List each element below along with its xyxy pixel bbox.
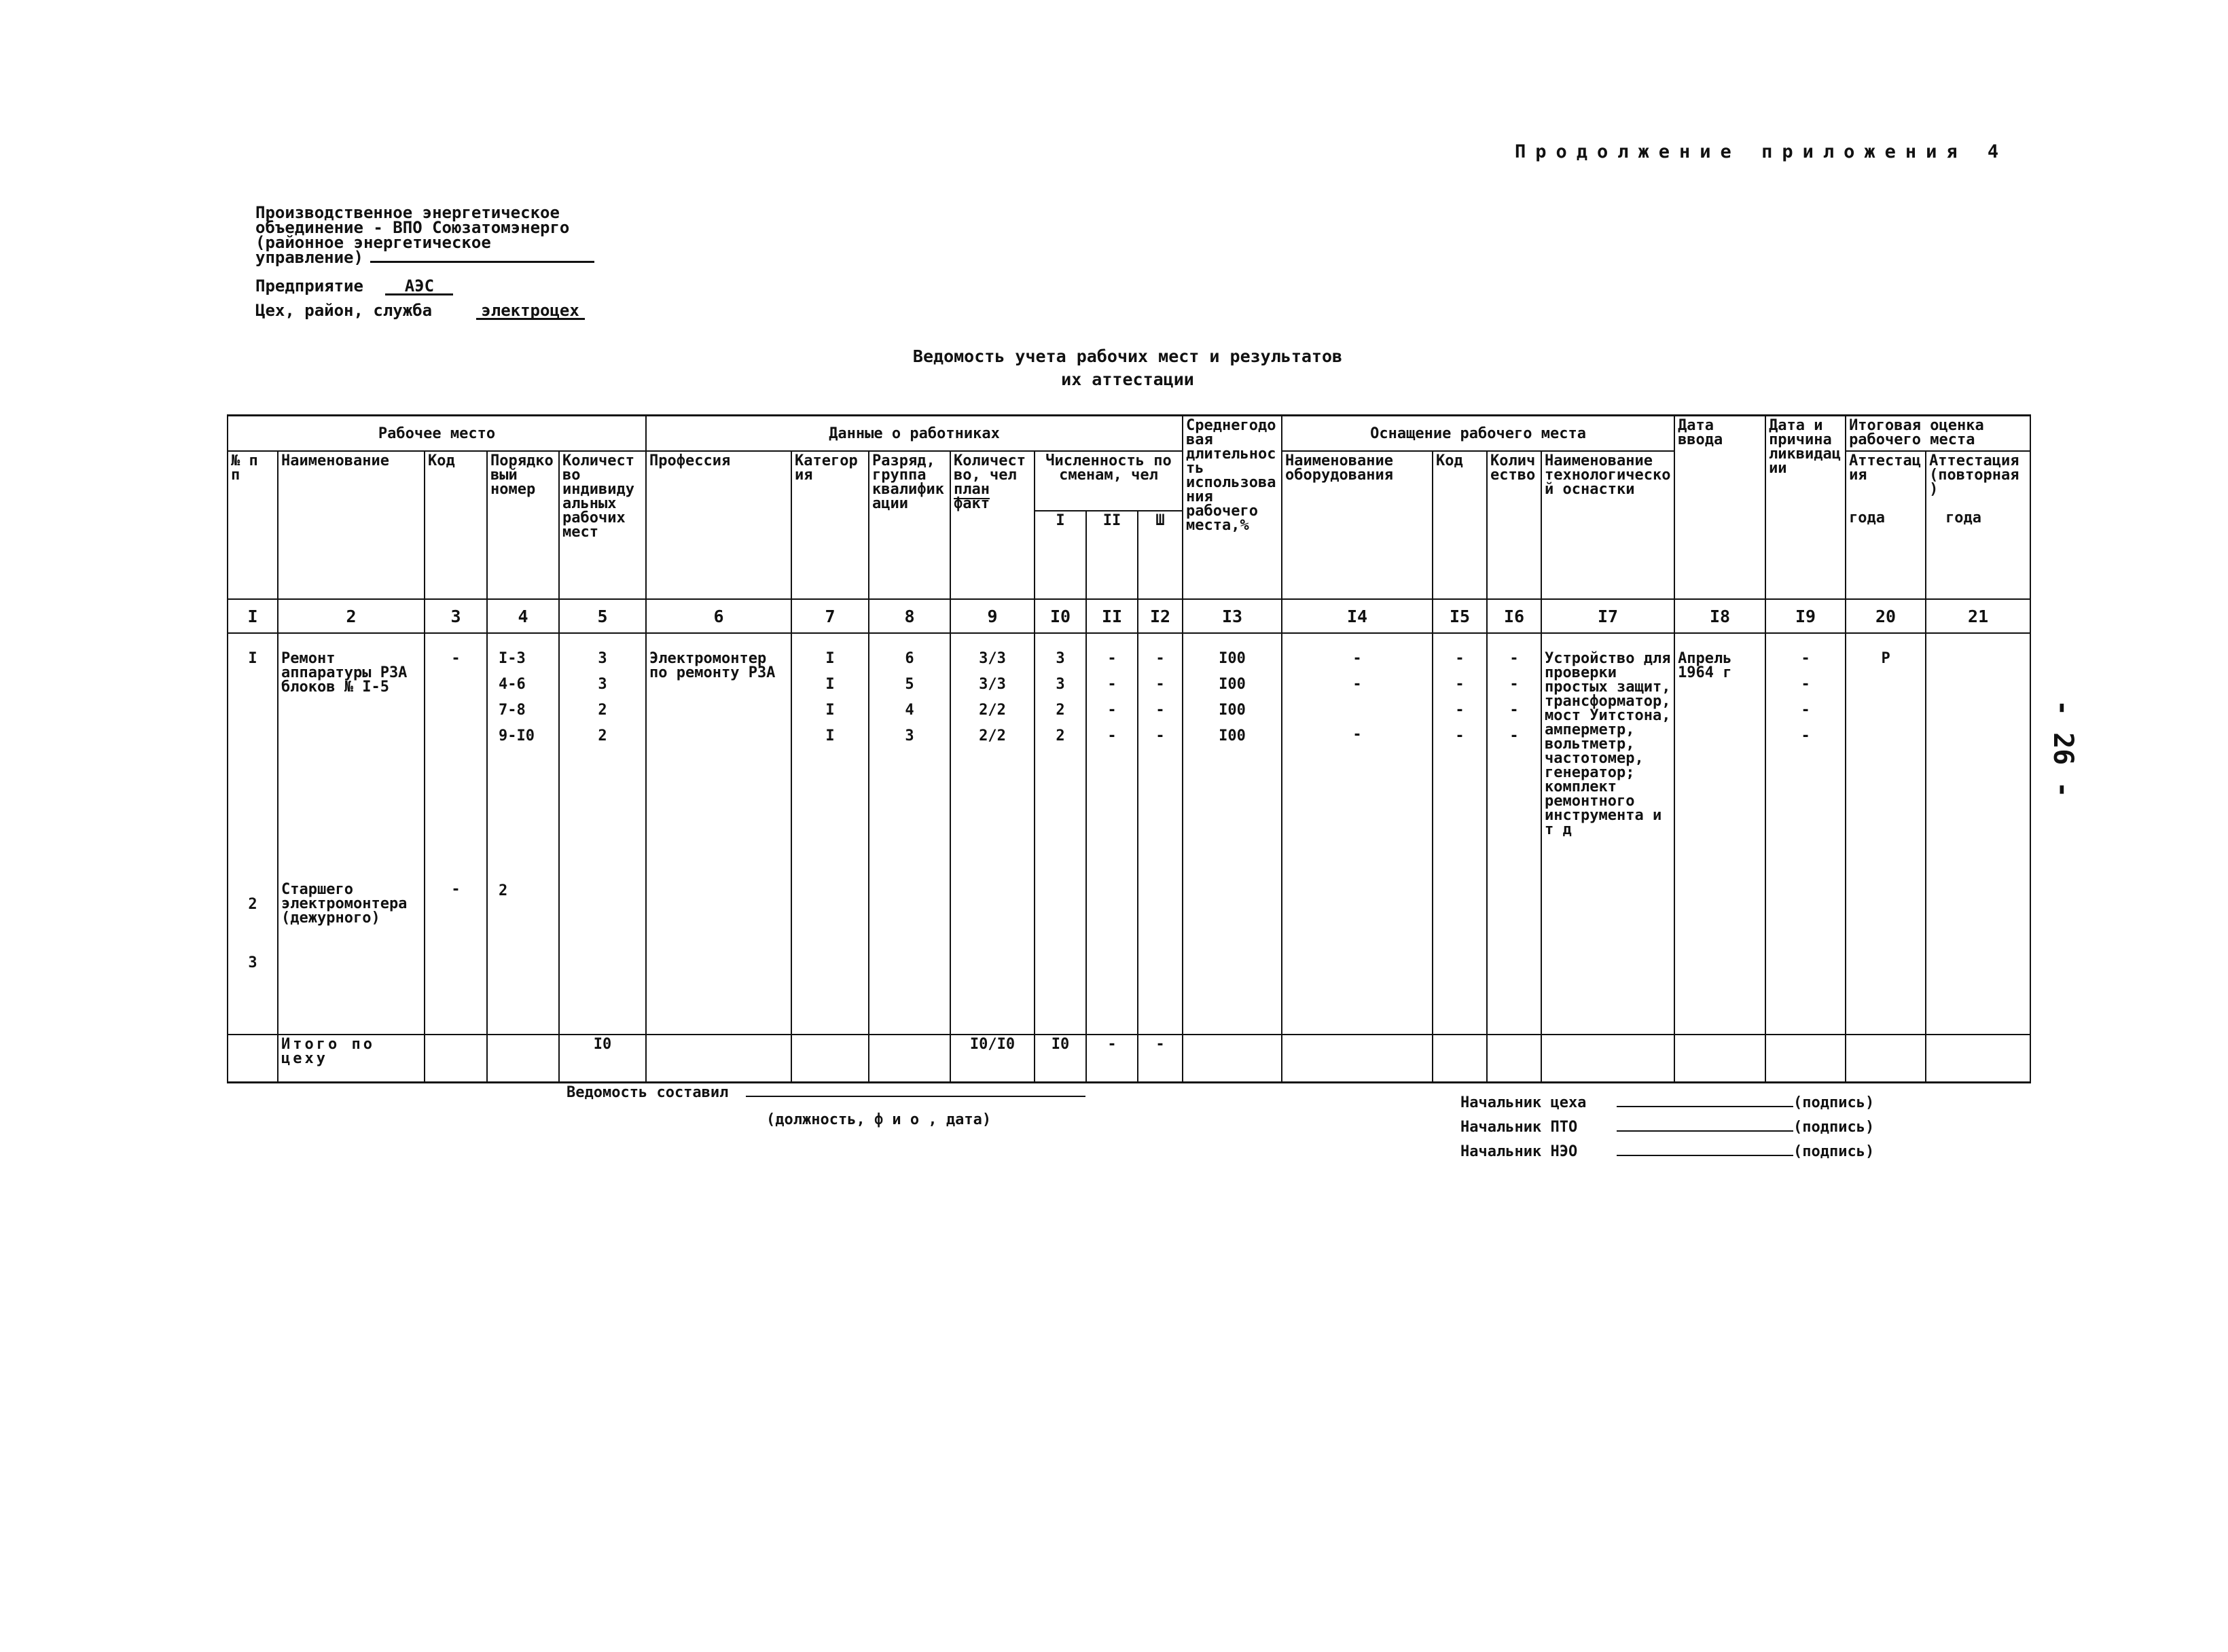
totals-empty [425,1035,487,1083]
col-number: № п п [228,451,278,599]
row-number: I [248,650,257,667]
totals-empty [1487,1035,1541,1083]
row-attestation: Р [1846,633,1926,1035]
shift2-value: - [1107,650,1117,667]
signer-row [1460,1091,1874,1115]
enterprise-line [255,276,453,295]
col-attestation-year: года [1849,509,1886,526]
signer-block [1460,1091,1874,1164]
ecode-value: - [1455,676,1465,693]
equip-value: - [1352,650,1362,667]
colnum: 21 [1926,599,2030,633]
org-line: управление) [255,250,594,265]
compiled-hint: (должность, ф и о , дата) [766,1111,992,1128]
colnum: 9 [950,599,1035,633]
totals-shift-1: I0 [1035,1035,1086,1083]
row-grade [869,633,950,1035]
colnum: I7 [1541,599,1674,633]
ecode-value: - [1455,728,1465,744]
signer-line [1617,1155,1793,1156]
grade-value: 5 [905,676,914,693]
shift3-value: - [1155,650,1165,667]
row-category [791,633,869,1035]
totals-empty [1674,1035,1765,1083]
department-line [255,303,585,320]
colnum: I [228,599,278,633]
row-equipment-code [1433,633,1487,1035]
row-tooling: Устройство для проверки простых защит, трансформатор, мост Уитстона, амперметр, вольтметр, частотомер, генератор; комплект ремонтного инструмента и т д [1541,633,1674,1035]
colnum: I6 [1487,599,1541,633]
organization-block [255,205,594,265]
appendix-label: Продолжение приложения 4 [1515,141,2009,162]
totals-empty [487,1035,559,1083]
col-reattestation [1926,451,2030,599]
col-grade: Разряд, группа квалификации [869,451,950,599]
signer-line [1617,1130,1793,1132]
eqty-value: - [1509,650,1519,667]
shift3-value: - [1155,702,1165,719]
colnum: I0 [1035,599,1086,633]
compiled-label: Ведомость составил [567,1084,729,1101]
workplace-table [227,414,2031,1083]
colnum: I8 [1674,599,1765,633]
dateout-value: - [1801,702,1810,719]
col-attestation [1846,451,1926,599]
title-line-1: Ведомость учета рабочих мест и результатов [912,346,1343,366]
eqty-value: - [1509,702,1519,719]
colnum: 6 [646,599,791,633]
group-workers: Данные о работниках [646,416,1183,452]
row-numbers [228,633,278,1035]
signer-row [1460,1115,1874,1140]
compiled-by [567,1084,1085,1101]
shift2-value: - [1107,728,1117,744]
col-attestation-label: Аттестация [1849,452,1922,484]
shift3-value: - [1155,728,1165,744]
category-value: I [825,728,835,744]
row-names [278,633,425,1035]
row-shift-3 [1138,633,1183,1035]
row-shift-1 [1035,633,1086,1035]
enterprise-label: Предприятие [255,276,363,295]
department-value: электроцех [476,303,585,320]
signer-line [1617,1106,1793,1107]
col-name: Наименование [278,451,425,599]
colnum: I4 [1282,599,1433,633]
signer-row [1460,1140,1874,1164]
org-line: (районное энергетическое [255,233,491,252]
shift2-value: - [1107,676,1117,693]
totals-empty [1433,1035,1487,1083]
seq-value: 4-6 [499,676,526,693]
col-profession: Профессия [646,451,791,599]
avg-value: I00 [1219,702,1246,719]
ecode-value: - [1455,702,1465,719]
colnum: I2 [1138,599,1183,633]
totals-qty: I0/I0 [950,1035,1035,1083]
shift1-value: 2 [1056,702,1065,719]
shift1-value: 3 [1056,650,1065,667]
row-number: 3 [248,954,257,971]
row-count [559,633,646,1035]
org-line: Производственное энергетическое [255,203,560,222]
equip-value: - [1352,726,1362,743]
totals-empty [1282,1035,1433,1083]
col-avg-usage: Среднегодовая длительность использования рабочего места,% [1183,416,1282,600]
col-tooling: Наименование технологической оснастки [1541,451,1674,599]
col-quantity-fact: факт [954,495,990,512]
dateout-value: - [1801,676,1810,693]
row-number: 2 [248,896,257,913]
signer-role: Начальник цеха [1460,1094,1587,1111]
totals-empty [228,1035,278,1083]
totals-shift-3: - [1138,1035,1183,1083]
eqty-value: - [1509,728,1519,744]
ecode-value: - [1455,650,1465,667]
seq-value: 2 [499,882,508,899]
colnum: II [1086,599,1138,633]
totals-empty [1846,1035,1926,1083]
colnum: 7 [791,599,869,633]
seq-value: 9-I0 [499,728,535,744]
dateout-value: - [1801,728,1810,744]
col-equipment-name: Наименование оборудования [1282,451,1433,599]
group-workplace: Рабочее место [228,416,646,452]
shift3-value: - [1155,676,1165,693]
table-row [228,633,2030,1035]
colnum: 4 [487,599,559,633]
col-date-in: Дата ввода [1674,416,1765,600]
qty-value: 3/3 [979,676,1006,693]
totals-empty [1541,1035,1674,1083]
col-reattestation-year: года [1945,509,1982,526]
colnum: 8 [869,599,950,633]
shift1-value: 3 [1056,676,1065,693]
totals-empty [791,1035,869,1083]
page-number: - 26 - [2047,700,2079,798]
row2-name: Старшего электромонтера (дежурного) [281,881,408,927]
avg-value: I00 [1219,728,1246,744]
count-value: 3 [598,676,607,693]
signer-role: Начальник НЭО [1460,1143,1578,1160]
totals-empty [1183,1035,1282,1083]
equip-value: - [1352,676,1362,693]
totals-empty [869,1035,950,1083]
colnum: 20 [1846,599,1926,633]
signer-role: Начальник ПТО [1460,1119,1578,1136]
colnum: 3 [425,599,487,633]
col-equipment-code: Код [1433,451,1487,599]
group-equipment: Оснащение рабочего места [1282,416,1674,452]
org-line: объединение - ВПО Союзатомэнерго [255,218,570,237]
totals-label: Итого по цеху [278,1035,425,1083]
col-shift-1: I [1035,511,1086,599]
enterprise-value: АЭС [385,279,453,295]
qty-value: 2/2 [979,702,1006,719]
colnum: I5 [1433,599,1487,633]
row-shift-2 [1086,633,1138,1035]
signer-hint: (подпись) [1793,1143,1875,1160]
row-avg [1183,633,1282,1035]
totals-row [228,1035,2030,1083]
title-line-2: их аттестации [1061,370,1194,389]
shift2-value: - [1107,702,1117,719]
row-sequence [487,633,559,1035]
col-shifts: Численность по сменам, чел [1035,451,1183,511]
row-quantity [950,633,1035,1035]
col-quantity-label: Количество, чел [954,452,1026,484]
colnum: I3 [1183,599,1282,633]
seq-value: 7-8 [499,702,526,719]
eqty-value: - [1509,676,1519,693]
col-reattestation-label: Аттестация (повторная) [1929,452,2019,498]
qty-value: 2/2 [979,728,1006,744]
signer-hint: (подпись) [1793,1094,1875,1111]
row-profession: Электромонтер по ремонту РЗА [646,633,791,1035]
col-shift-3: Ш [1138,511,1183,599]
col-quantity [950,451,1035,599]
row1-name: Ремонт аппаратуры РЗА блоков № I-5 [281,650,408,696]
row-date-in: Апрель 1964 г [1674,633,1765,1035]
compiled-line [746,1096,1085,1097]
qty-value: 3/3 [979,650,1006,667]
avg-value: I00 [1219,650,1246,667]
seq-value: I-3 [499,650,526,667]
col-quantity-plan: план [954,481,990,498]
column-number-row [228,599,2030,633]
totals-count: I0 [559,1035,646,1083]
grade-value: 6 [905,650,914,667]
row2-code: - [451,881,461,898]
totals-empty [1765,1035,1846,1083]
grade-value: 3 [905,728,914,744]
row-equipment [1282,633,1433,1035]
col-category: Категория [791,451,869,599]
category-value: I [825,676,835,693]
col-shift-2: II [1086,511,1138,599]
col-count: Количество индивидуальных рабочих мест [559,451,646,599]
count-value: 3 [598,650,607,667]
col-equipment-qty: Количество [1487,451,1541,599]
totals-empty [1926,1035,2030,1083]
avg-value: I00 [1219,676,1246,693]
grade-value: 4 [905,702,914,719]
row-reattestation [1926,633,2030,1035]
row-codes [425,633,487,1035]
totals-empty [646,1035,791,1083]
category-value: I [825,650,835,667]
col-date-out: Дата и причина ликвидации [1765,416,1846,600]
dateout-value: - [1801,650,1810,667]
row1-code: - [451,650,461,667]
category-value: I [825,702,835,719]
count-value: 2 [598,702,607,719]
col-code: Код [425,451,487,599]
totals-shift-2: - [1086,1035,1138,1083]
col-sequence: Порядковый номер [487,451,559,599]
group-final-assessment: Итоговая оценка рабочего места [1846,416,2030,452]
row-equipment-qty [1487,633,1541,1035]
colnum: I9 [1765,599,1846,633]
row-date-out [1765,633,1846,1035]
colnum: 5 [559,599,646,633]
signer-hint: (подпись) [1793,1119,1875,1136]
shift1-value: 2 [1056,728,1065,744]
colnum: 2 [278,599,425,633]
department-label: Цех, район, служба [255,301,433,320]
group-header-row [228,416,2030,452]
document-title [856,345,1399,391]
count-value: 2 [598,728,607,744]
